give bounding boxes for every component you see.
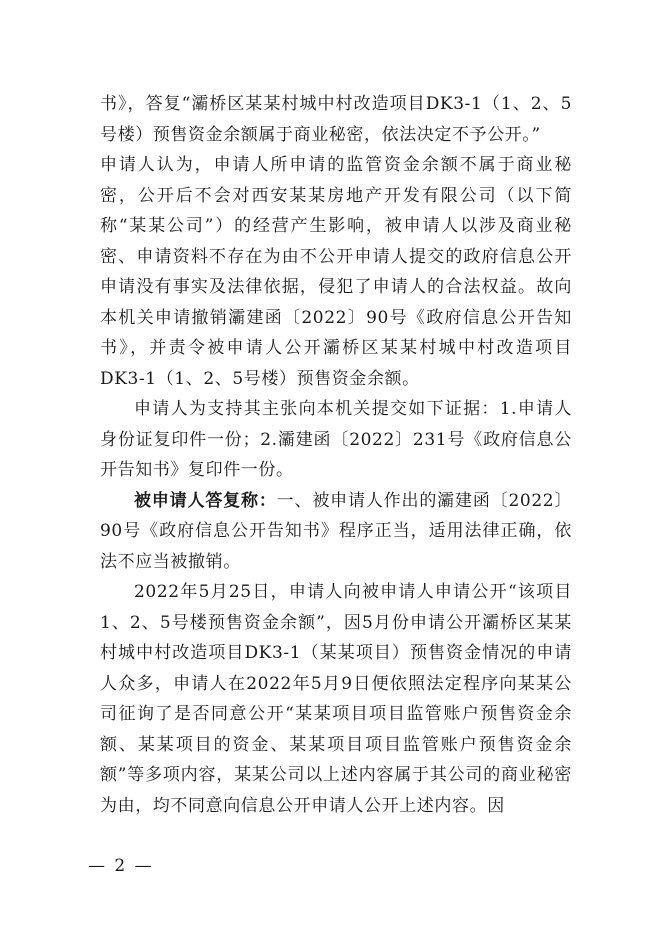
- paragraph-respondent-reply: [100, 486, 572, 578]
- paragraph-text: 2022年5月25日，申请人向被申请人申请公开“该项目1、2、5号楼预售资金余额”，因5月份申请公开灞桥区某某村城中村改造项目DK3-1（某某项目）预售资金情况的申请人众多，申请人在2022年5月9日便依照法定程序向某某公司征询了是否同意公开“某某项目项目监管账户预售资金余额、某某项目的资金、某某项目项目监管账户预售资金余额”等多项内容，某某公司以上述内容属于其公司的商业秘密为由，均不同意向信息公开申请人公开上述内容。因: [100, 582, 572, 816]
- document-body: [100, 89, 572, 821]
- page-number: — 2 —: [88, 856, 154, 876]
- paragraph-text: 申请人认为，申请人所申请的监管资金余额不属于商业秘密，公开后不会对西安某某房地产开发有限公司（以下简称“某某公司”）的经营产生影响，被申请人以涉及商业秘密、申请资料不存在为由不公开申请人提交的政府信息公开申请没有事实及法律依据，侵犯了申请人的合法权益。故向本机关申请撤销灞建函〔2022〕90号《政府信息公开告知书》，并责令被申请人公开灞桥区某某村城中村改造项目DK3-1（1、2、5号楼）预售资金余额。: [100, 155, 572, 389]
- paragraph-text: 申请人为支持其主张向本机关提交如下证据：1.申请人身份证复印件一份；2.灞建函〔2022〕231号《政府信息公开告知书》复印件一份。: [100, 399, 572, 480]
- paragraph-text: 一、被申请人作出的灞建函〔2022〕90号《政府信息公开告知书》程序正当，适用法律正确，依法不应当被撤销。: [100, 490, 572, 572]
- respondent-reply-heading: 被申请人答复称：: [134, 490, 277, 511]
- paragraph-applicant-evidence: [100, 394, 572, 486]
- paragraph-reply-continuation: [100, 89, 572, 150]
- paragraph-text: 书》，答复“灞桥区某某村城中村改造项目DK3-1（1、2、5号楼）预售资金余额属于商业秘密，依法决定不予公开。”: [100, 94, 572, 145]
- paragraph-applicant-opinion: [100, 150, 572, 394]
- paragraph-timeline: [100, 577, 572, 821]
